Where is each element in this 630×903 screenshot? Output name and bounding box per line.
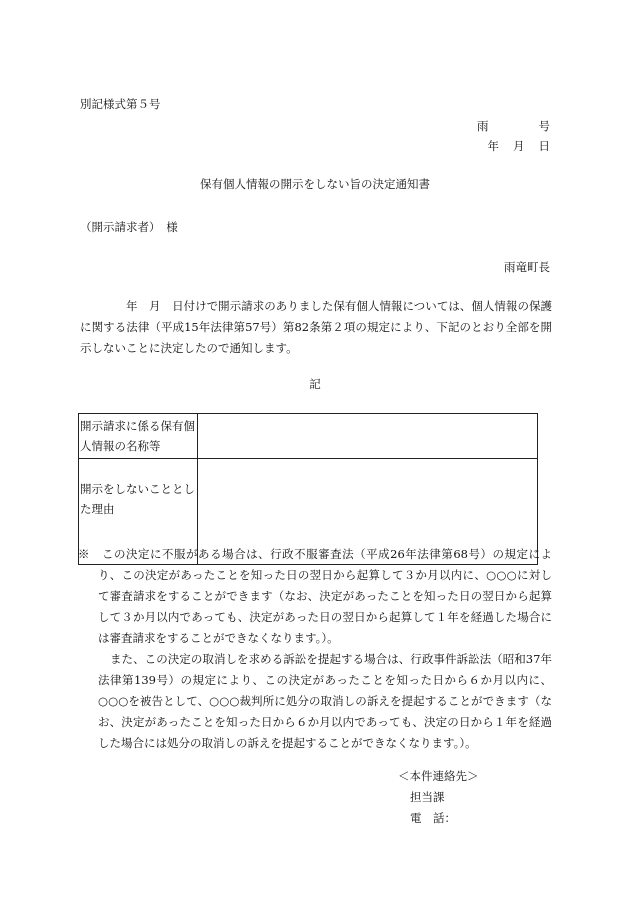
document-number-suffix: 号 [538, 119, 550, 133]
document-title: 保有個人情報の開示をしない旨の決定通知書 [200, 177, 430, 191]
row2-label: 開示をしないこととした理由 [79, 459, 198, 565]
addressee: （開示請求者） 様 [80, 220, 178, 234]
body-text: 年 月 日付けで開示請求のありました保有個人情報については、個人情報の保護に関する法律（平成15年法律第57号）第82条第２項の規定により、下記のとおり全部を開示しないことに決定したので通知します。 [80, 299, 552, 355]
contact-phone: 電 話： [410, 811, 456, 825]
note-2: また、この決定の取消しを求める訴訟を提起する場合は、行政事件訴訟法（昭和37年法律第139号）の規定により、この決定があったことを知った日から６か月以内に、○○○を被告として、○○○裁判所に処分の取消しの訴えを提起することができます（なお、決定があったことを知った日から６か月以内であっても、決定の日から１年を経過した場合には処分の取消しの訴えを提起することができなくなります。）。 [98, 652, 552, 750]
contact-block [398, 766, 479, 829]
form-number: 別記様式第５号 [80, 97, 161, 111]
date-month: 月 [513, 139, 525, 153]
date-day: 日 [538, 139, 550, 153]
document-number-prefix: 雨 [477, 119, 489, 133]
date-year: 年 [487, 139, 499, 153]
notes [78, 544, 552, 754]
row1-label: 開示請求に係る保有個人情報の名称等 [79, 414, 198, 459]
contact-heading: ＜本件連絡先＞ [398, 769, 479, 783]
info-table [78, 413, 538, 565]
row1-value [198, 414, 538, 459]
document-date [488, 138, 551, 154]
ki-heading: 記 [309, 377, 321, 391]
note-1: ※ この決定に不服がある場合は、行政不服審査法（平成26年法律第68号）の規定により、この決定があったことを知った日の翌日から起算して３か月以内に、○○○に対して審査請求をすることができます（なお、決定があったことを知った日の翌日から起算して３か月以内であっても、決定があった日の翌日から起算して１年を経過した場合には審査請求をすることができなくなります。）。 [78, 547, 552, 645]
table-row [79, 414, 538, 459]
contact-department: 担当課 [410, 790, 445, 804]
sender: 雨竜町長 [504, 260, 550, 274]
document-number [477, 118, 550, 134]
body-paragraph [80, 296, 552, 359]
